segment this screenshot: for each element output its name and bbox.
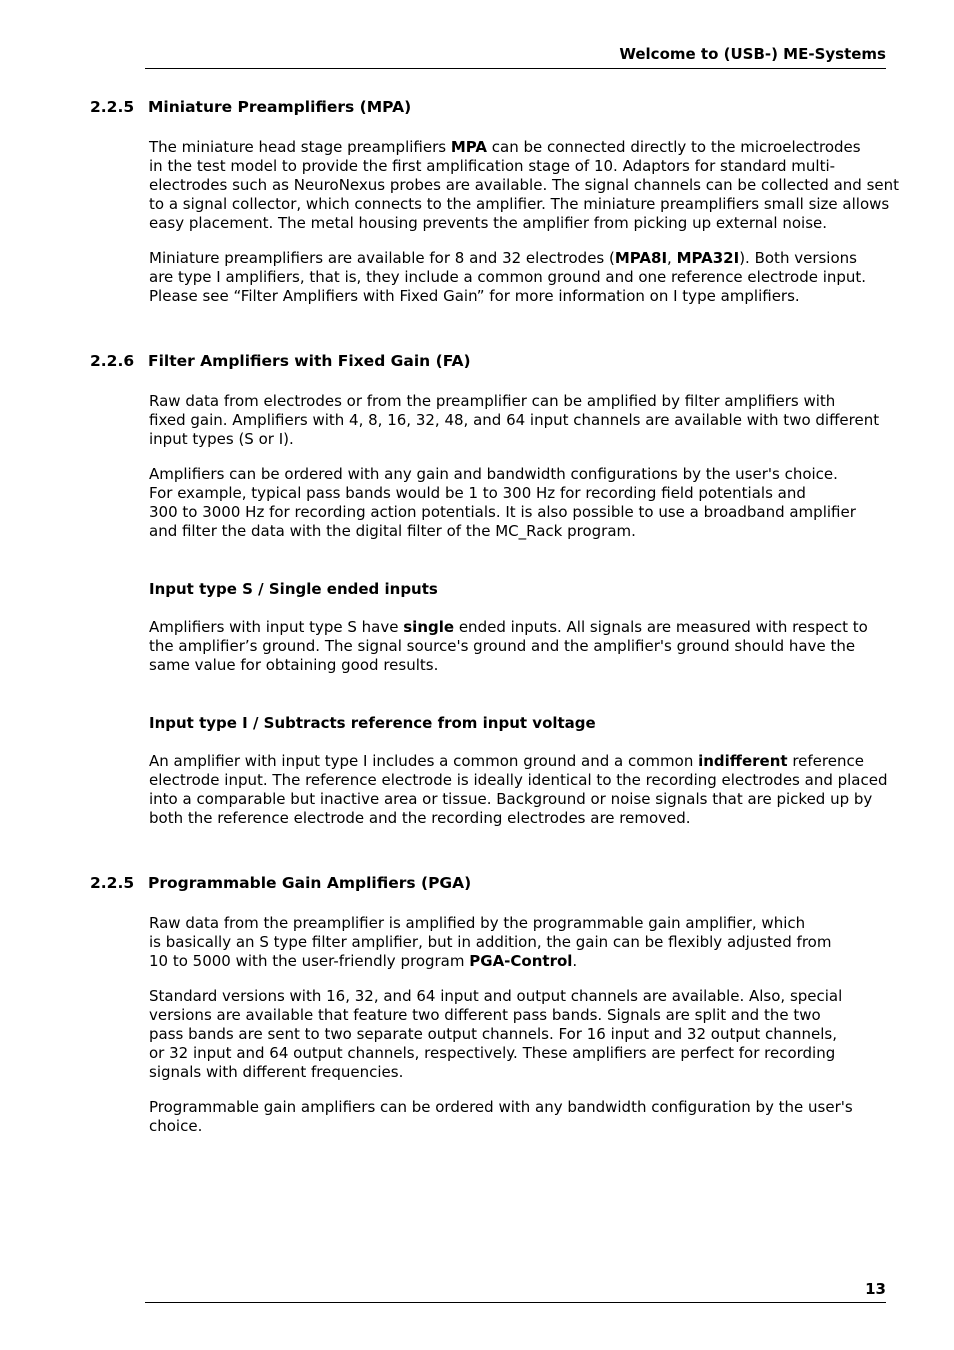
text-line xyxy=(149,752,889,771)
footer-rule xyxy=(145,1302,886,1303)
text-line: both the reference electrode and the recording electrodes are removed. xyxy=(149,809,691,827)
text-line xyxy=(149,138,889,157)
text-line: in the test model to provide the first amplification stage of 10. Adaptors for standard multi- xyxy=(149,157,836,175)
paragraph-fa-intro xyxy=(149,392,889,449)
text-line: signals with different frequencies. xyxy=(149,1063,404,1081)
text-line: easy placement. The metal housing prevents the amplifier from picking up external noise. xyxy=(149,214,828,232)
text-line: fixed gain. Amplifiers with 4, 8, 16, 32, 48, and 64 input channels are available with two different xyxy=(149,411,880,429)
text-line: the amplifier’s ground. The signal source's ground and the amplifier's ground should have the xyxy=(149,637,856,655)
emphasis: single xyxy=(403,618,455,636)
subheading-input-type-i: Input type I / Subtracts reference from input voltage xyxy=(149,714,596,732)
section-title: Miniature Preamplifiers (MPA) xyxy=(148,98,412,116)
header-rule xyxy=(145,68,886,69)
text-line xyxy=(149,618,889,637)
product-name: MPA32I xyxy=(676,249,740,267)
text-run: , xyxy=(667,249,677,267)
text-line: choice. xyxy=(149,1117,203,1135)
text-line: pass bands are sent to two separate output channels. For 16 input and 32 output channels, xyxy=(149,1025,837,1043)
text-line: and filter the data with the digital filter of the MC_Rack program. xyxy=(149,522,636,540)
text-line: For example, typical pass bands would be 1 to 300 Hz for recording field potentials and xyxy=(149,484,806,502)
section-title: Programmable Gain Amplifiers (PGA) xyxy=(148,874,472,892)
text-line: Amplifiers can be ordered with any gain and bandwidth configurations by the user's choice. xyxy=(149,465,838,483)
text-run: can be connected directly to the microelectrodes xyxy=(487,138,861,156)
product-name: MPA xyxy=(450,138,487,156)
product-name: MPA8I xyxy=(614,249,668,267)
paragraph-input-type-s xyxy=(149,618,889,675)
text-line: into a comparable but inactive area or tissue. Background or noise signals that are picked up by xyxy=(149,790,873,808)
paragraph-mpa-versions xyxy=(149,249,889,306)
text-run: Miniature preamplifiers are available for 8 and 32 electrodes ( xyxy=(149,249,615,267)
text-line xyxy=(149,249,889,268)
text-line: electrode input. The reference electrode is ideally identical to the recording electrodes and placed xyxy=(149,771,888,789)
subheading-input-type-s: Input type S / Single ended inputs xyxy=(149,580,438,598)
paragraph-mpa-intro xyxy=(149,138,900,233)
text-line: versions are available that feature two different pass bands. Signals are split and the two xyxy=(149,1006,821,1024)
text-run: reference xyxy=(787,752,864,770)
text-line: Raw data from the preamplifier is amplified by the programmable gain amplifier, which xyxy=(149,914,806,932)
text-run: The miniature head stage preamplifiers xyxy=(149,138,451,156)
section-number: 2.2.6 xyxy=(90,352,135,370)
text-line: Standard versions with 16, 32, and 64 input and output channels are available. Also, special xyxy=(149,987,843,1005)
section-number: 2.2.5 xyxy=(90,98,135,116)
page-header-title: Welcome to (USB-) ME-Systems xyxy=(619,45,886,63)
text-run: Amplifiers with input type S have xyxy=(149,618,404,636)
page-number: 13 xyxy=(865,1280,886,1298)
text-run: An amplifier with input type I includes a common ground and a common xyxy=(149,752,699,770)
section-heading-fa xyxy=(90,352,471,370)
section-heading-mpa xyxy=(90,98,411,116)
text-run: ended inputs. All signals are measured with respect to xyxy=(454,618,868,636)
section-title: Filter Amplifiers with Fixed Gain (FA) xyxy=(148,352,471,370)
text-line: Programmable gain amplifiers can be ordered with any bandwidth configuration by the user's xyxy=(149,1098,853,1116)
text-line xyxy=(149,952,889,971)
paragraph-fa-bandwidth xyxy=(149,465,889,541)
text-line: or 32 input and 64 output channels, respectively. These amplifiers are perfect for recording xyxy=(149,1044,836,1062)
program-name: PGA-Control xyxy=(469,952,573,970)
text-line: electrodes such as NeuroNexus probes are available. The signal channels can be collected and sent xyxy=(149,176,900,194)
text-run: ). Both versions xyxy=(739,249,857,267)
text-line: 300 to 3000 Hz for recording action potentials. It is also possible to use a broadband amplifier xyxy=(149,503,856,521)
paragraph-pga-intro xyxy=(149,914,889,971)
text-line: Raw data from electrodes or from the preamplifier can be amplified by filter amplifiers with xyxy=(149,392,836,410)
text-line: same value for obtaining good results. xyxy=(149,656,439,674)
text-line: input types (S or I). xyxy=(149,430,294,448)
section-number: 2.2.5 xyxy=(90,874,135,892)
section-heading-pga xyxy=(90,874,471,892)
text-line: Please see “Filter Amplifiers with Fixed Gain” for more information on I type amplifiers. xyxy=(149,287,800,305)
text-line: is basically an S type filter amplifier, but in addition, the gain can be flexibly adjusted from xyxy=(149,933,832,951)
text-run: 10 to 5000 with the user-friendly program xyxy=(149,952,470,970)
text-line: are type I amplifiers, that is, they include a common ground and one reference electrode input. xyxy=(149,268,867,286)
paragraph-input-type-i xyxy=(149,752,889,828)
paragraph-pga-bandwidth xyxy=(149,1098,889,1136)
paragraph-pga-versions xyxy=(149,987,889,1082)
text-line: to a signal collector, which connects to the amplifier. The miniature preamplifiers small size allows xyxy=(149,195,890,213)
emphasis: indifferent xyxy=(698,752,788,770)
text-run: . xyxy=(572,952,578,970)
